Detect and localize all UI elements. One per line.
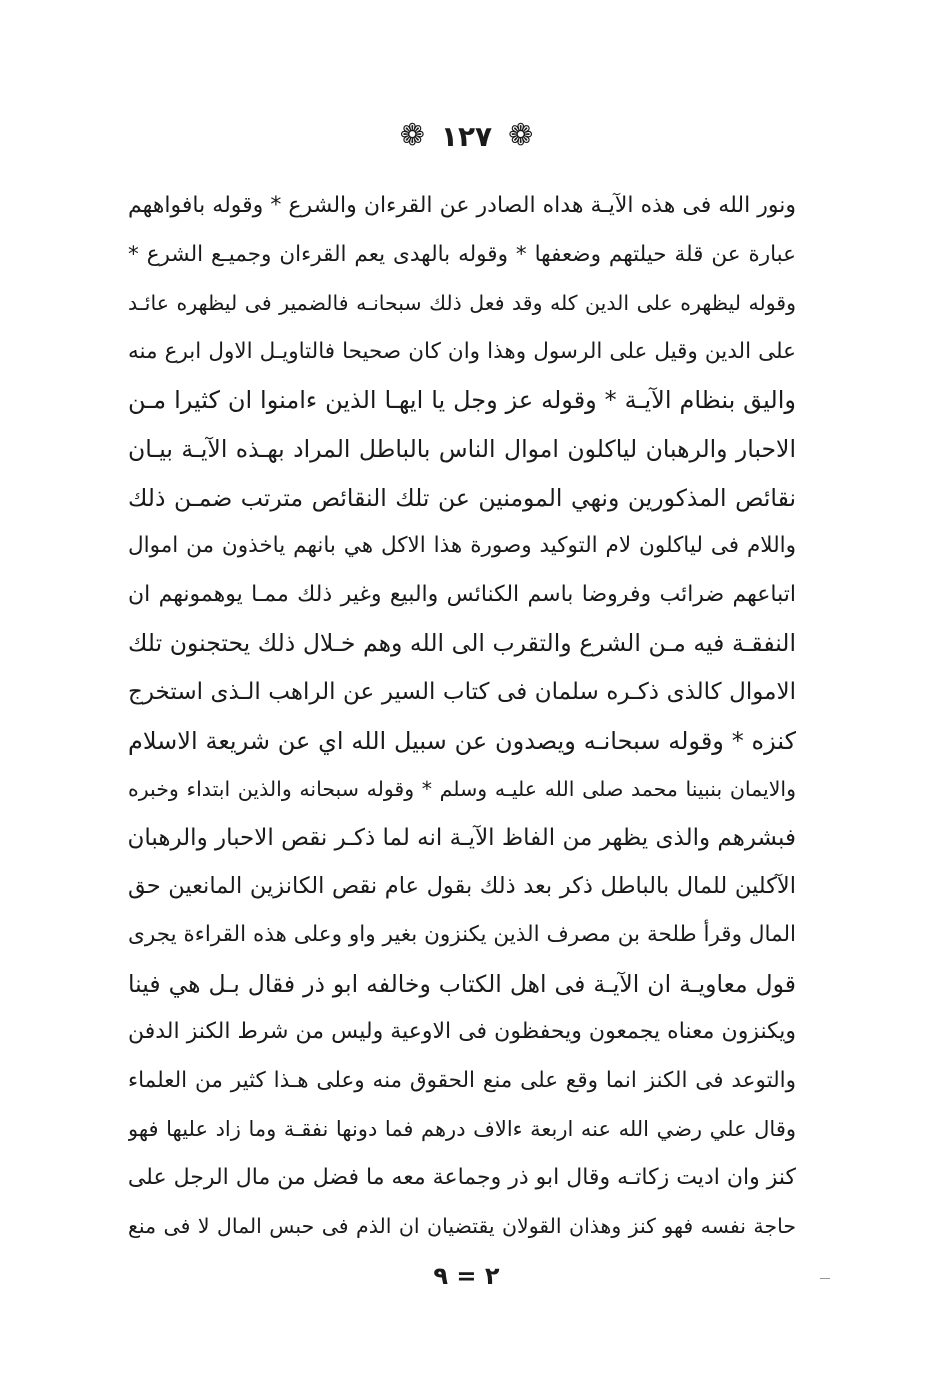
signature-mark: ٢ = ٩: [433, 1262, 500, 1290]
ornament-left-icon: ❁: [399, 118, 425, 153]
text-line: المال وقرأ طلحة بن مصرف الذين يكنزون بغير واو وعلى هذه القراءة يجرى: [128, 921, 796, 947]
text-line: حاجة نفسه فهو كنز وهذان القولان يقتضيان ان الذم فى حبس المال لا فى منع: [128, 1214, 796, 1239]
text-line: الاموال كالذى ذكـره سلمان فى كتاب السير عن الراهب الـذى استخرج: [128, 678, 796, 705]
text-line: كنز وان اديت زكاتـه وقال ابو ذر وجماعة معه ما فضل من مال الرجل على: [128, 1164, 796, 1190]
text-line: وقوله ليظهره على الدين كله وقد فعل ذلك سبحانـه فالضمير فى ليظهره عائـد: [128, 291, 796, 316]
text-line: ونور الله فى هذه الآيـة هداه الصادر عن القرءان والشرع * وقوله بافواههم: [128, 193, 796, 218]
body-text: [128, 182, 796, 1251]
text-line: كنزه * وقوله سبحانـه ويصدون عن سبيل الله اي عن شريعة الاسلام: [128, 726, 796, 755]
text-line: نقائص المذكورين ونهي المومنين عن تلك النقائص مترتب ضمـن ذلك: [128, 483, 796, 512]
text-line: اتباعهم ضرائب وفروضا باسم الكنائس والبيع وغير ذلك ممـا يوهمونهم ان: [128, 581, 796, 607]
text-line: واللام فى لياكلون لام التوكيد وصورة هذا الاكل هي بانهم ياخذون من اموال: [128, 533, 796, 559]
text-line: ويكنزون معناه يجمعون ويحفظون فى الاوعية وليس من شرط الكنز الدفن: [128, 1019, 796, 1045]
text-line: قول معاويـة ان الآيـة فى اهل الكتاب وخالفه ابو ذر فقال بـل هي فينا: [128, 969, 796, 998]
ornament-right-icon: ❁: [508, 118, 534, 153]
text-line: الاحبار والرهبان لياكلون اموال الناس بالباطل المراد بهـذه الآيـة بيـان: [128, 434, 796, 463]
text-line: فبشرهم والذى يظهر من الفاظ الآيـة انه لما ذكـر نقص الاحبار والرهبان: [128, 824, 796, 851]
page-header: [0, 116, 933, 156]
text-line: واليق بنظام الآيـة * وقوله عز وجل يا ايهـا الذين ءامنوا ان كثيرا مـن: [128, 386, 796, 415]
page-edge-mark: [820, 1278, 830, 1279]
text-line: عبارة عن قلة حيلتهم وضعفها * وقوله بالهدى يعم القرءان وجميـع الشرع *: [128, 241, 796, 267]
text-line: الآكلين للمال بالباطل ذكر بعد ذلك بقول عام نقص الكانزين المانعين حق: [128, 873, 796, 900]
text-line: والايمان بنبينا محمد صلى الله عليـه وسلم * وقوله سبحانه والذين ابتداء وخبره: [128, 777, 796, 802]
text-line: والتوعد فى الكنز انما وقع على منع الحقوق منه وعلى هـذا كثير من العلماء: [128, 1067, 796, 1093]
text-line: على الدين وقيل على الرسول وهذا وان كان صحيحا فالتاويـل الاول ابرع منه: [128, 338, 796, 364]
text-line: النفقـة فيه مـن الشرع والتقرب الى الله وهم خـلال ذلك يحتجنون تلك: [128, 629, 796, 658]
text-line: وقال علي رضي الله عنه اربعة ءالاف درهم فما دونها نفقـة وما زاد عليها فهو: [128, 1117, 796, 1142]
page-number: ١٢٧: [440, 119, 493, 153]
